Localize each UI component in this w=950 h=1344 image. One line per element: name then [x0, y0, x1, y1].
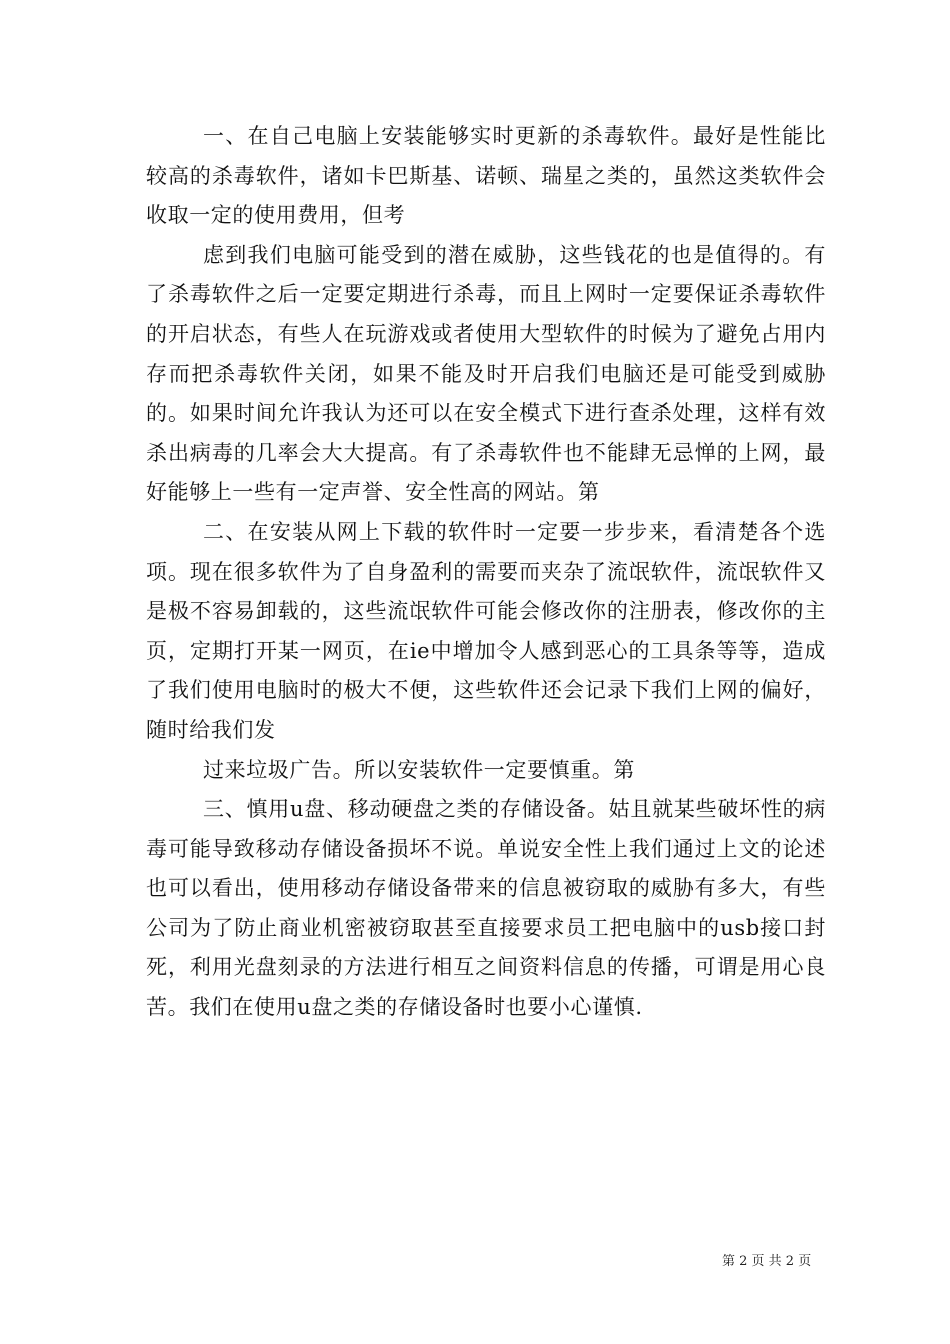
- paragraph-1: 一、在自己电脑上安装能够实时更新的杀毒软件。最好是性能比较高的杀毒软件，诸如卡巴斯基、诺顿、瑞星之类的，虽然这类软件会收取一定的使用费用，但考: [146, 124, 826, 228]
- paragraph-3: 二、在安装从网上下载的软件时一定要一步步来，看清楚各个选项。现在很多软件为了自身盈利的需要而夹杂了流氓软件，流氓软件又是极不容易卸载的，这些流氓软件可能会修改你的注册表，修改你的主页，定期打开某一网页，在ie中增加令人感到恶心的工具条等等，造成了我们使用电脑时的极大不便，这些软件还会记录下我们上网的偏好，随时给我们发: [146, 519, 826, 742]
- paragraph-2: 虑到我们电脑可能受到的潜在威胁，这些钱花的也是值得的。有了杀毒软件之后一定要定期进行杀毒，而且上网时一定要保证杀毒软件的开启状态，有些人在玩游戏或者使用大型软件的时候为了避免占用内存而把杀毒软件关闭，如果不能及时开启我们电脑还是可能受到威胁的。如果时间允许我认为还可以在安全模式下进行查杀处理，这样有效杀出病毒的几率会大大提高。有了杀毒软件也不能肆无忌惮的上网，最好能够上一些有一定声誉、安全性高的网站。第: [146, 242, 826, 505]
- document-body: [146, 117, 826, 1028]
- page-number-label: 第 2 页 共 2 页: [722, 1254, 812, 1269]
- page-number-footer: [722, 1250, 811, 1269]
- paragraph-4: 过来垃圾广告。所以安装软件一定要慎重。第: [203, 757, 635, 782]
- paragraph-5: 三、慎用u盘、移动硬盘之类的存储设备。姑且就某些破坏性的病毒可能导致移动存储设备损坏不说。单说安全性上我们通过上文的论述也可以看出，使用移动存储设备带来的信息被窃取的威胁有多大，有些公司为了防止商业机密被窃取甚至直接要求员工把电脑中的usb接口封死，利用光盘刻录的方法进行相互之间资料信息的传播，可谓是用心良苦。我们在使用u盘之类的存储设备时也要小心谨慎.: [146, 797, 826, 1020]
